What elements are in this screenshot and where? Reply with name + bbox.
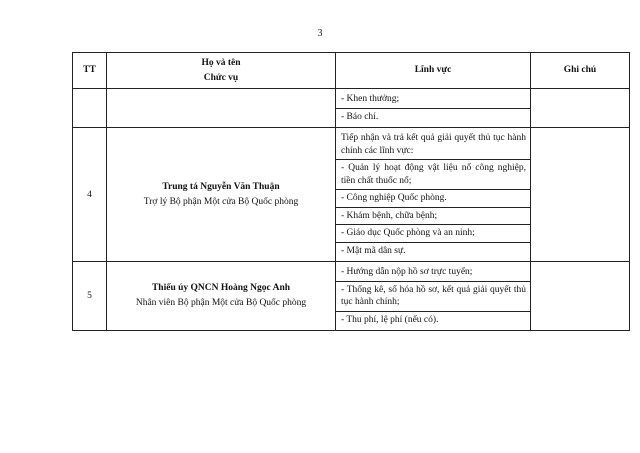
official-name: Trung tá Nguyễn Văn Thuận [162,181,280,192]
header-name-line1: Họ và tên [201,57,241,68]
row-tt: 4 [73,128,107,262]
field-line: - Quản lý hoạt động vật liệu nổ công nghiệp, tiền chất thuốc nổ; [336,159,530,189]
field-line: - Khen thưởng; [341,94,400,104]
page-number: 3 [317,28,323,39]
row-fields [336,128,531,262]
field-line: - Báo chí. [336,108,530,126]
row-name-cell [107,128,336,262]
header-name [107,53,336,89]
row-note [531,262,630,331]
header-note: Ghi chú [531,53,630,89]
field-line: - Hướng dẫn nộp hồ sơ trực tuyến; [341,267,473,277]
header-name-line2: Chức vụ [203,72,239,83]
official-name: Thiếu úy QNCN Hoàng Ngọc Anh [151,283,291,293]
row-tt [73,89,107,128]
header-tt: TT [73,53,107,89]
field-line: - Mật mã dân sự. [336,242,530,260]
row-tt: 5 [73,262,107,331]
field-line: - Khám bệnh, chữa bệnh; [336,207,530,225]
table-row [73,262,630,331]
official-role: Nhân viên Bộ phận Một cửa Bộ Quốc phòng [135,298,307,308]
row-name-cell [107,89,336,128]
field-line: - Giáo dục Quốc phòng và an ninh; [336,224,530,242]
row-note [531,89,630,128]
official-role: Trợ lý Bộ phận Một cửa Bộ Quốc phòng [143,196,299,207]
field-line: - Thống kê, số hóa hồ sơ, kết quả giải quyết thủ tục hành chính; [336,281,530,311]
header-field: Lĩnh vực [336,53,531,89]
field-line: - Công nghiệp Quốc phòng. [336,189,530,207]
table-header-row [73,53,630,89]
field-line: - Thu phí, lệ phí (nếu có). [336,311,530,329]
field-line: Tiếp nhận và trả kết quả giải quyết thủ tục hành chính các lĩnh vực: [341,133,526,156]
row-note [531,128,630,262]
row-name-cell [107,262,336,331]
row-fields [336,262,531,331]
table-row [73,128,630,262]
row-fields [336,89,531,128]
table-row [73,89,630,128]
officials-table [72,52,630,331]
